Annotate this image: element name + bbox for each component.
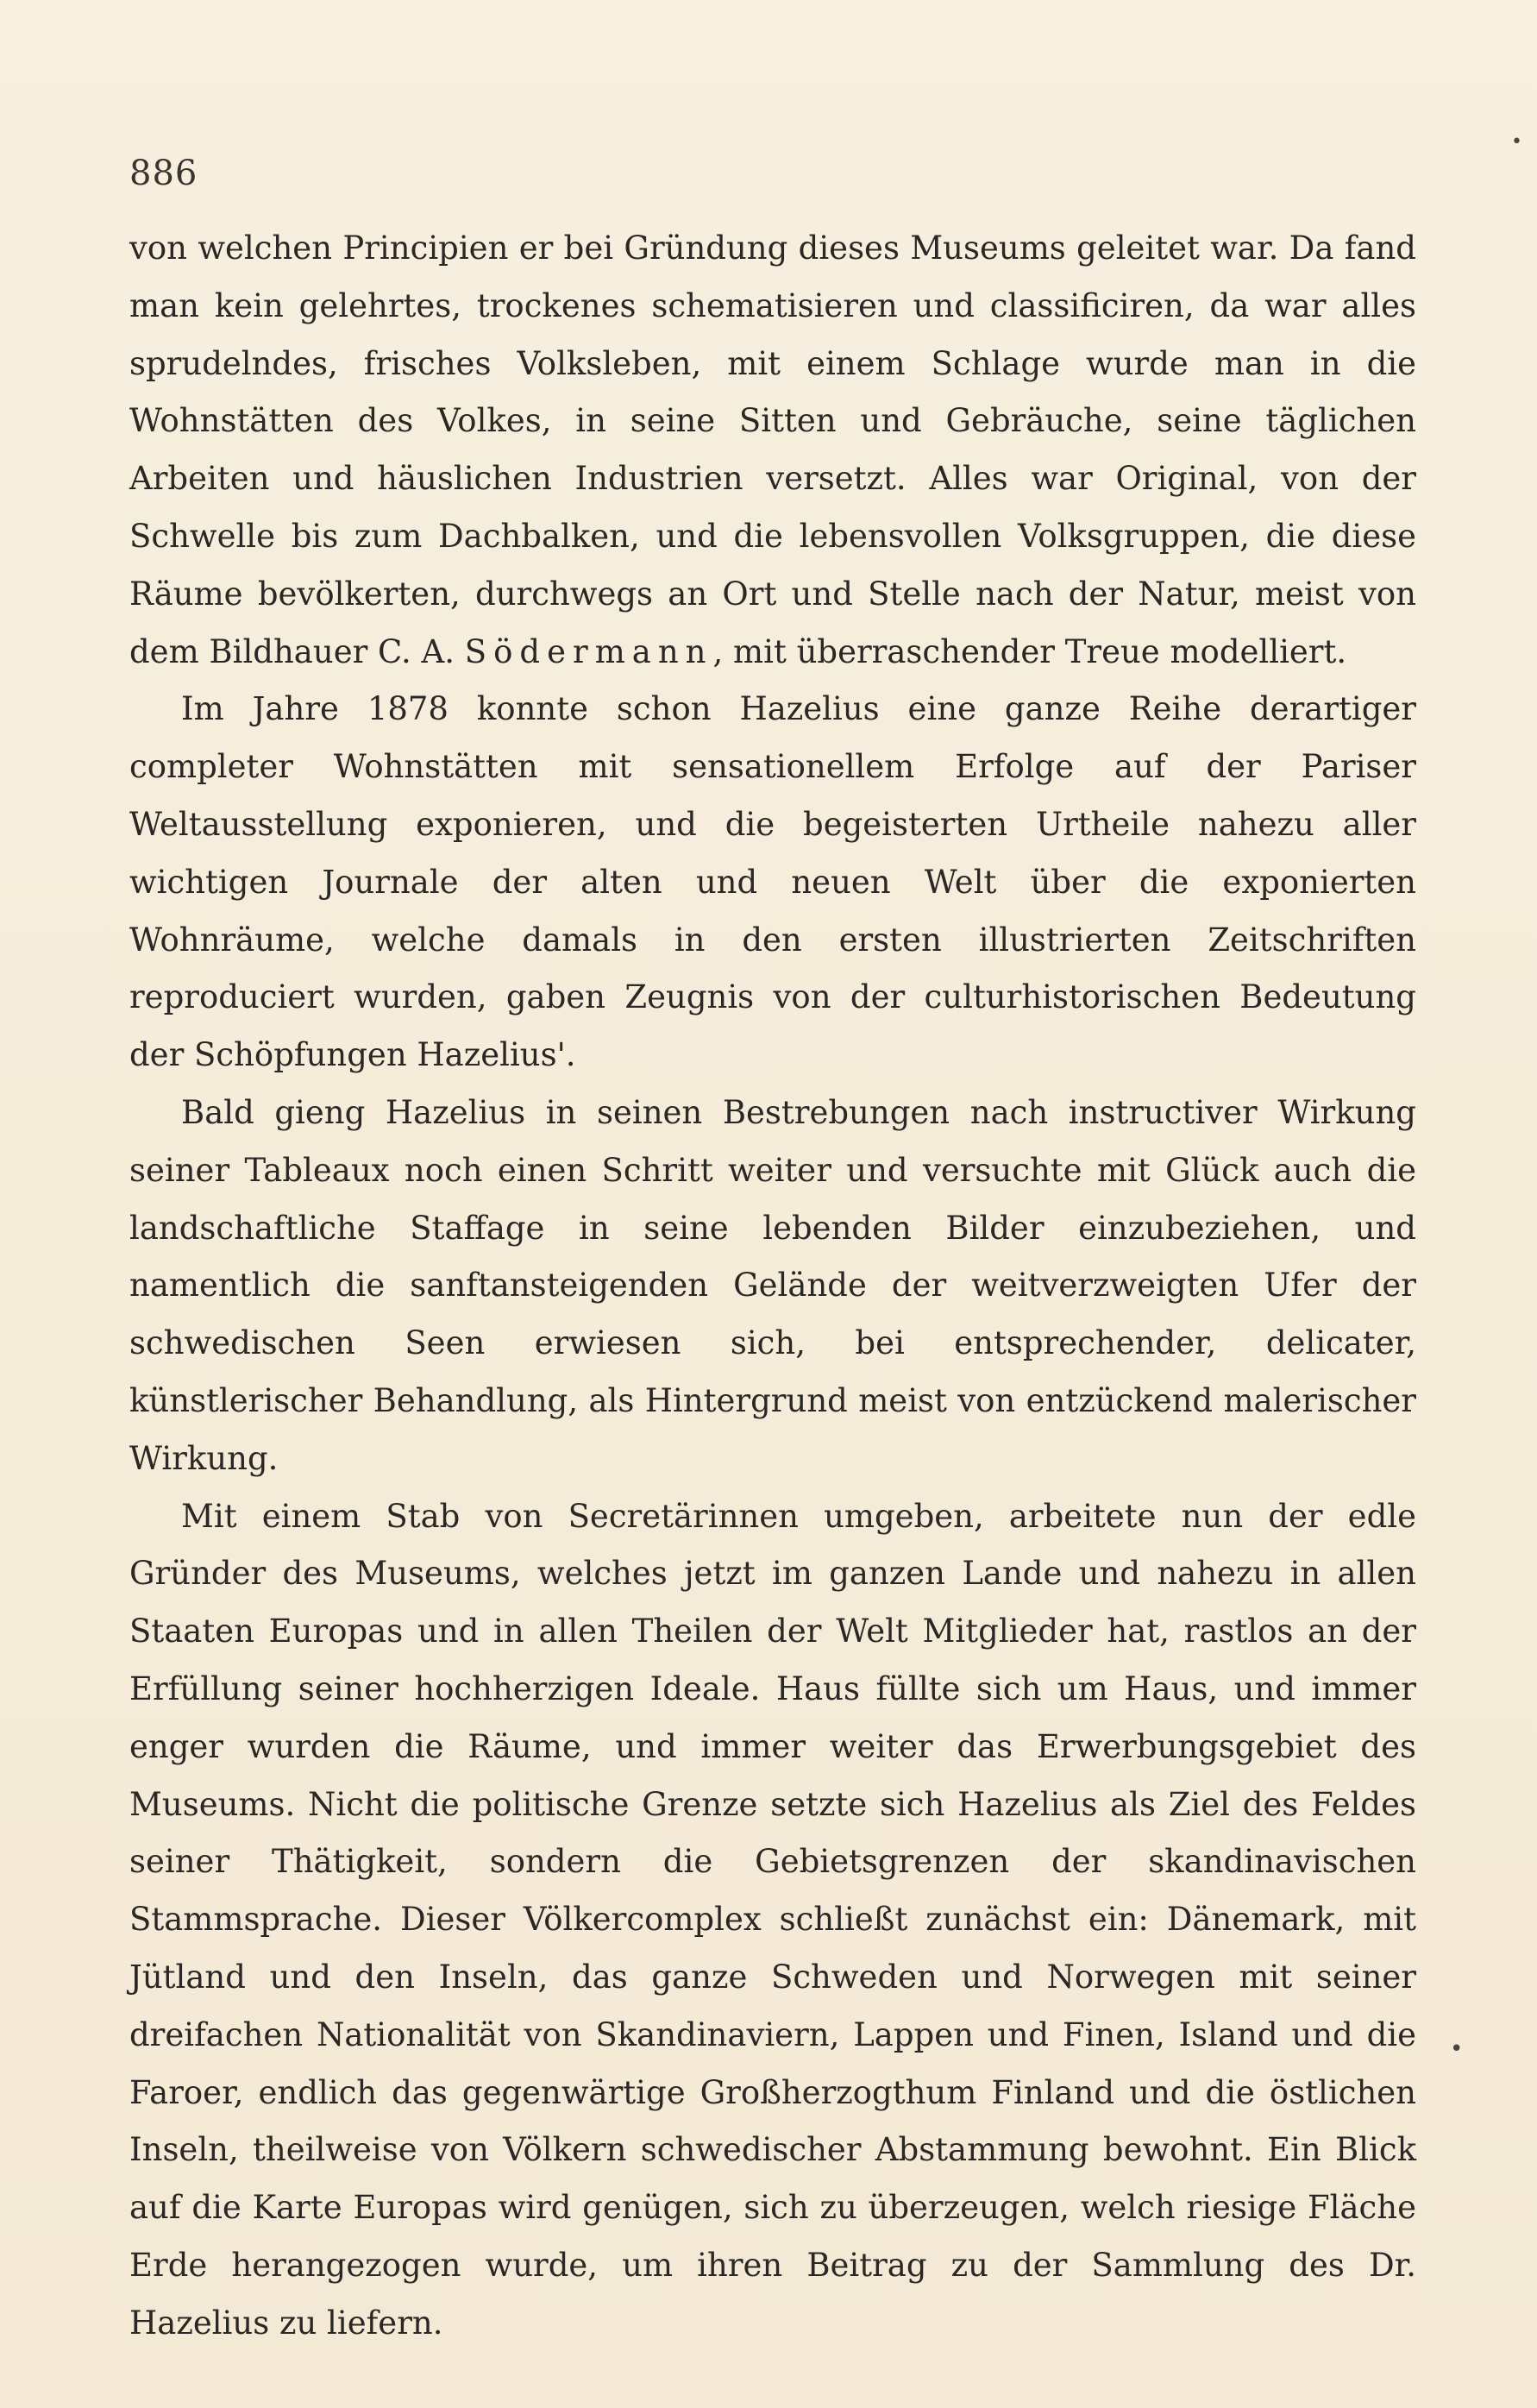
sculptor-name: Södermann xyxy=(464,632,713,670)
paragraph-1 xyxy=(129,220,1416,681)
margin-dot-side: • xyxy=(1450,2036,1464,2062)
margin-dot-top: • xyxy=(1511,131,1522,153)
paragraph-1-text: von welchen Principien er bei Gründung dieses Museums geleitet war. Da fand man kein gelehrtes, trockenes schematisieren und classificiren, da war alles sprudelndes, frisches Volksleben, mit einem Schlage wurde man in die Wohnstätten des Volkes, in seine Sitten und Gebräuche, seine täglichen Arbeiten und häuslichen Industrien versetzt. Alles war Original, von der Schwelle bis zum Dachbalken, und die lebensvollen Volksgruppen, die diese Räume bevölkerten, durchwegs an Ort und Stelle nach der Natur, meist von dem Bildhauer C. A. xyxy=(129,229,1416,670)
body-text xyxy=(129,220,1416,2352)
paragraph-4: Mit einem Stab von Secretärinnen umgeben, arbeitete nun der edle Gründer des Museums, welches jetzt im ganzen Lande und nahezu in allen Staaten Europas und in allen Theilen der Welt Mitglieder hat, rastlos an der Erfüllung seiner hochherzigen Ideale. Haus füllte sich um Haus, und immer enger wurden die Räume, und immer weiter das Erwerbungsgebiet des Museums. Nicht die politische Grenze setzte sich Hazelius als Ziel des Feldes seiner Thätigkeit, sondern die Gebietsgrenzen der skandinavischen Stammsprache. Dieser Völkercomplex schließt zunächst ein: Dänemark, mit Jütland und den Inseln, das ganze Schweden und Norwegen mit seiner dreifachen Nationalität von Skandinaviern, Lappen und Finen, Island und die Faroer, endlich das gegenwärtige Großherzogthum Finland und die östlichen Inseln, theilweise von Völkern schwedischer Abstammung bewohnt. Ein Blick auf die Karte Europas wird genügen, sich zu überzeugen, welch riesige Fläche Erde herangezogen wurde, um ihren Beitrag zu der Sammlung des Dr. Hazelius zu liefern. xyxy=(129,1497,1416,2342)
paragraph-3: Bald gieng Hazelius in seinen Bestrebungen nach instructiver Wirkung seiner Tableaux noch einen Schritt weiter und versuchte mit Glück auch die landschaftliche Staffage in seine lebenden Bilder einzubeziehen, und namentlich die sanftansteigenden Gelände der weitverzweigten Ufer der schwedischen Seen erwiesen sich, bei entsprechender, delicater, künstlerischer Behandlung, als Hintergrund meist von entzückend malerischer Wirkung. xyxy=(129,1093,1416,1477)
paragraph-2: Im Jahre 1878 konnte schon Hazelius eine ganze Reihe derartiger completer Wohnstätten mit sensationellem Erfolge auf der Pariser Weltausstellung exponieren, und die begeisterten Urtheile nahezu aller wichtigen Journale der alten und neuen Welt über die exponierten Wohnräume, welche damals in den ersten illustrierten Zeitschriften reproduciert wurden, gaben Zeugnis von der culturhistorischen Bedeutung der Schöpfungen Hazelius'. xyxy=(129,690,1416,1074)
paragraph-1-tail: , mit überraschender Treue modelliert. xyxy=(712,632,1347,670)
page-number: 886 xyxy=(129,154,198,193)
